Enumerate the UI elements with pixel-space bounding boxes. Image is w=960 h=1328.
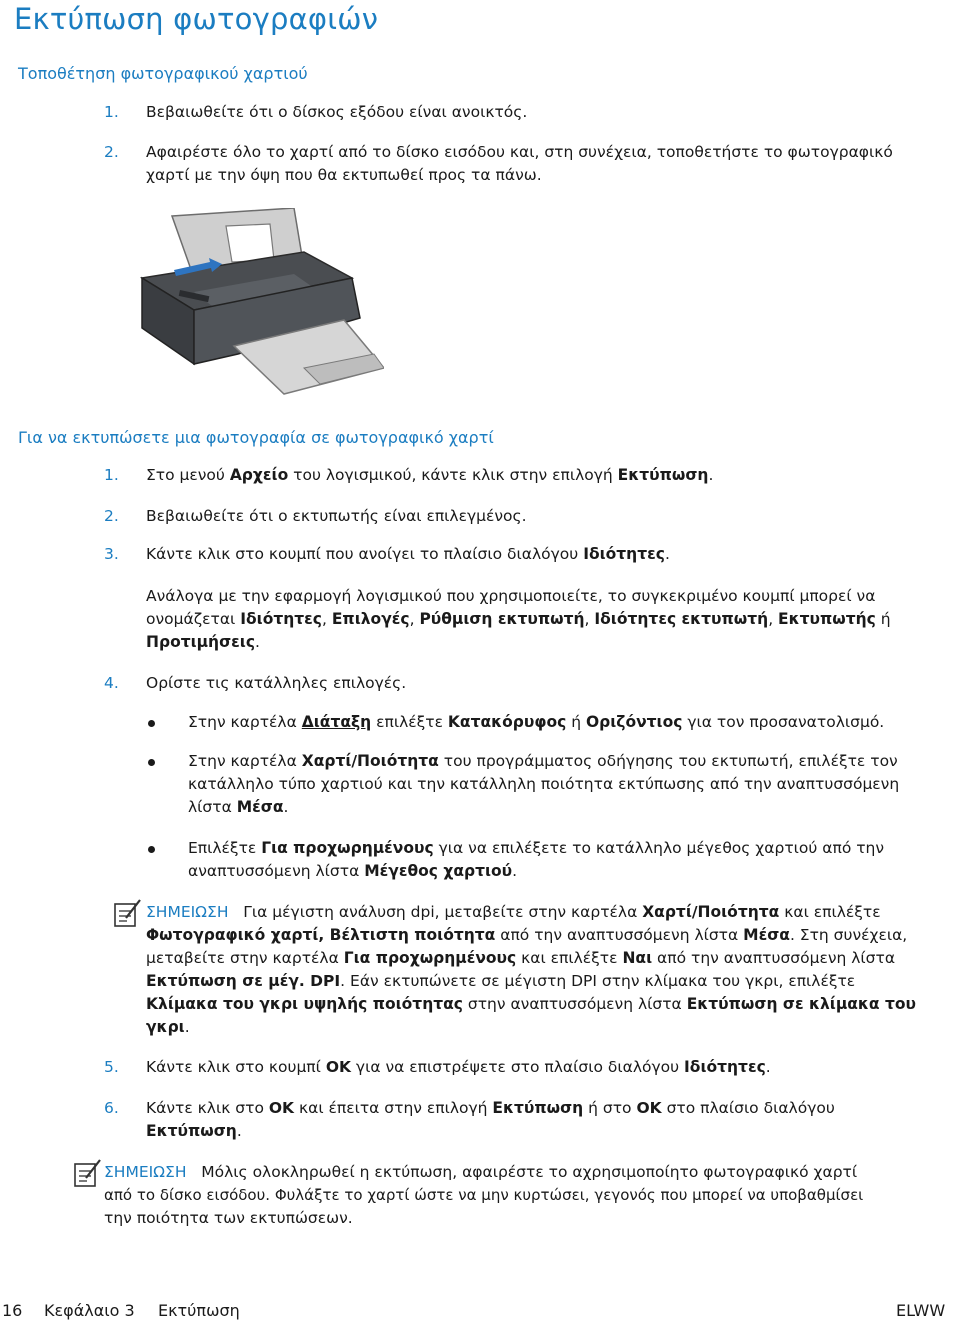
step-text-line: χαρτί με την όψη που θα εκτυπωθεί προς τα πάνω. — [146, 166, 542, 184]
text-bold: Μέγεθος χαρτιού — [364, 862, 513, 880]
step-text — [146, 1097, 954, 1143]
text-bold: Προτιμήσεις — [146, 633, 256, 651]
text-run: ή στο — [583, 1099, 637, 1117]
text-run: , — [321, 610, 332, 628]
step-text-line: Αφαιρέστε όλο το χαρτί από το δίσκο εισόδου και, στη συνέχεια, τοποθετήστε το φωτογραφικό — [146, 143, 893, 161]
text-run: . — [664, 545, 670, 563]
text-bold: Εκτύπωση — [617, 466, 709, 484]
text-bold: Αρχείο — [229, 466, 289, 484]
text-bold: Κατακόρυφος — [447, 713, 567, 731]
option-bullet-paper-quality — [146, 750, 954, 820]
text-run: . — [184, 1018, 190, 1036]
note-max-dpi — [146, 901, 954, 1039]
step-number: 1. — [104, 466, 119, 484]
text-bold: OK — [268, 1099, 295, 1117]
text-run: , — [584, 610, 595, 628]
bullet-text — [188, 837, 954, 883]
text-run: Μόλις ολοκληρωθεί η εκτύπωση, αφαιρέστε το αχρησιμοποίητο φωτογραφικό χαρτί — [201, 1163, 858, 1181]
chapter-label: Κεφάλαιο 3 — [44, 1301, 135, 1320]
printer-illustration — [134, 208, 384, 398]
bullet-icon — [148, 846, 155, 853]
note-icon — [72, 1158, 102, 1188]
text-bold: Εκτύπωση — [146, 1122, 237, 1140]
page-title: Εκτύπωση φωτογραφιών — [14, 2, 379, 36]
text-run: την ποιότητα των εκτυπώσεων. — [104, 1209, 353, 1227]
step-text — [146, 464, 954, 487]
chapter-title: Εκτύπωση — [158, 1301, 240, 1320]
text-run: Κάντε κλικ στο κουμπί που ανοίγει το πλαίσιο διαλόγου — [146, 545, 584, 563]
text-run: Κάντε κλικ στο κουμπί — [146, 1058, 326, 1076]
bullet-icon — [148, 759, 155, 766]
text-bold: OK — [636, 1099, 662, 1117]
step-text: Βεβαιωθείτε ότι ο δίσκος εξόδου είναι ανοικτός. — [146, 103, 528, 121]
text-run: . — [765, 1058, 771, 1076]
text-run: . Εάν εκτυπώνετε σε μέγιστη DPI στην κλίμακα του γκρι, επιλέξτε — [340, 972, 856, 990]
text-run: , — [768, 610, 779, 628]
page-number: 16 — [2, 1301, 23, 1320]
text-run: του λογισμικού, κάντε κλικ στην επιλογή — [288, 466, 618, 484]
note-label: ΣΗΜΕΙΩΣΗ — [104, 1163, 187, 1181]
print-step-6 — [104, 1097, 954, 1143]
text-bold: OK — [325, 1058, 351, 1076]
text-run: Για μέγιστη ανάλυση dpi, μεταβείτε στην καρτέλα — [243, 903, 643, 921]
step-number: 4. — [104, 674, 119, 692]
text-run: από την αναπτυσσόμενη λίστα — [495, 926, 744, 944]
step-text — [146, 141, 954, 187]
text-bold: Ιδιότητες — [684, 1058, 766, 1076]
step-text: Ορίστε τις κατάλληλες επιλογές. — [146, 674, 407, 692]
section-heading-load-paper: Τοποθέτηση φωτογραφικού χαρτιού — [18, 64, 308, 83]
text-bold: Χαρτί/Ποιότητα — [642, 903, 780, 921]
text-run: ή — [566, 713, 586, 731]
text-bold: Ιδιότητες — [240, 610, 322, 628]
text-run: και επιλέξτε — [516, 949, 623, 967]
text-bold: Ναι — [622, 949, 653, 967]
text-bold: Εκτύπωση σε μέγ. DPI — [146, 972, 341, 990]
text-run: . — [255, 633, 260, 651]
text-bold: Για προχωρημένους — [343, 949, 517, 967]
text-bold: γκρι — [146, 1018, 185, 1036]
text-run: . Στη συνέχεια, — [789, 926, 908, 944]
text-bold: Χαρτί/Ποιότητα — [301, 752, 439, 770]
text-bold: Μέσα — [236, 798, 284, 816]
step-text — [146, 543, 954, 566]
step-number: 2. — [104, 507, 119, 525]
text-run: . — [283, 798, 289, 816]
text-run: . — [236, 1122, 242, 1140]
text-bold: Εκτύπωση σε κλίμακα του — [686, 995, 916, 1013]
properties-explanation — [146, 585, 954, 654]
text-run: για να επιστρέψετε στο πλαίσιο διαλόγου — [351, 1058, 685, 1076]
step-number: 2. — [104, 143, 119, 161]
text-run: αναπτυσσόμενη λίστα — [188, 862, 365, 880]
photo-paper — [226, 224, 274, 262]
text-run: στην αναπτυσσόμενη λίστα — [462, 995, 687, 1013]
text-run: ή — [875, 610, 891, 628]
text-run: κατάλληλο τύπο χαρτιού και την κατάλληλη ποιότητα εκτύπωσης από την αναπτυσσόμενη — [188, 775, 900, 793]
text-run: Ανάλογα με την εφαρμογή λογισμικού που χρησιμοποιείτε, το συγκεκριμένο κουμπί μπορεί να — [146, 587, 876, 605]
load-step-2 — [104, 141, 954, 187]
step-number: 1. — [104, 103, 119, 121]
text-bold: Ρύθμιση εκτυπωτή — [419, 610, 585, 628]
text-run: ονομάζεται — [146, 610, 241, 628]
text-run: Στο μενού — [146, 466, 230, 484]
step-text — [146, 1056, 954, 1079]
text-bold: Διάταξη — [301, 713, 372, 731]
text-bold: Ιδιότητες εκτυπωτή — [594, 610, 769, 628]
text-run: επιλέξτε — [371, 713, 448, 731]
text-bold: Για προχωρημένους — [261, 839, 434, 857]
bullet-icon — [148, 720, 155, 727]
text-run: στο πλαίσιο διαλόγου — [661, 1099, 835, 1117]
text-run: , — [409, 610, 420, 628]
step-number: 5. — [104, 1058, 119, 1076]
text-run: . — [512, 862, 518, 880]
text-run: και έπειτα στην επιλογή — [294, 1099, 493, 1117]
text-bold: Μέσα — [743, 926, 790, 944]
text-run: του προγράμματος οδήγησης του εκτυπωτή, επιλέξτε τον — [438, 752, 898, 770]
text-run: για να επιλέξετε το κατάλληλο μέγεθος χαρτιού από την — [433, 839, 885, 857]
text-bold: Εκτυπωτής — [778, 610, 876, 628]
text-bold: Εκτύπωση — [492, 1099, 584, 1117]
text-run: Επιλέξτε — [188, 839, 262, 857]
text-bold: Κλίμακα του γκρι υψηλής ποιότητας — [146, 995, 463, 1013]
text-bold: Φωτογραφικό χαρτί, Βέλτιστη ποιότητα — [146, 926, 496, 944]
text-run: Στην καρτέλα — [188, 713, 302, 731]
text-bold: Οριζόντιος — [585, 713, 683, 731]
text-run: Κάντε κλικ στο — [146, 1099, 269, 1117]
note-icon — [112, 898, 142, 928]
option-bullet-advanced — [146, 837, 954, 883]
text-run: Στην καρτέλα — [188, 752, 302, 770]
text-run: για τον προσανατολισμό. — [682, 713, 885, 731]
text-run: . — [708, 466, 714, 484]
step-number: 3. — [104, 545, 119, 563]
text-bold: Επιλογές — [331, 610, 410, 628]
section-heading-print-photo: Για να εκτυπώσετε μια φωτογραφία σε φωτογραφικό χαρτί — [18, 428, 494, 447]
text-run: μεταβείτε στην καρτέλα — [146, 949, 344, 967]
text-run: και επιλέξτε — [779, 903, 881, 921]
text-run: από το δίσκο εισόδου. Φυλάξτε το χαρτί ώστε να μην κυρτώσει, γεγονός που μπορεί να υποβαθμίσει — [104, 1186, 864, 1204]
bullet-text — [188, 711, 954, 734]
note-label: ΣΗΜΕΙΩΣΗ — [146, 903, 229, 921]
text-bold: Ιδιότητες — [583, 545, 665, 563]
bullet-text — [188, 750, 954, 819]
text-run: από την αναπτυσσόμενη λίστα — [652, 949, 896, 967]
step-text: Βεβαιωθείτε ότι ο εκτυπωτής είναι επιλεγμένος. — [146, 507, 527, 525]
text-run: λίστα — [188, 798, 237, 816]
note-remove-paper — [104, 1161, 958, 1230]
footer-brand: ELWW — [896, 1301, 946, 1320]
step-number: 6. — [104, 1099, 119, 1117]
